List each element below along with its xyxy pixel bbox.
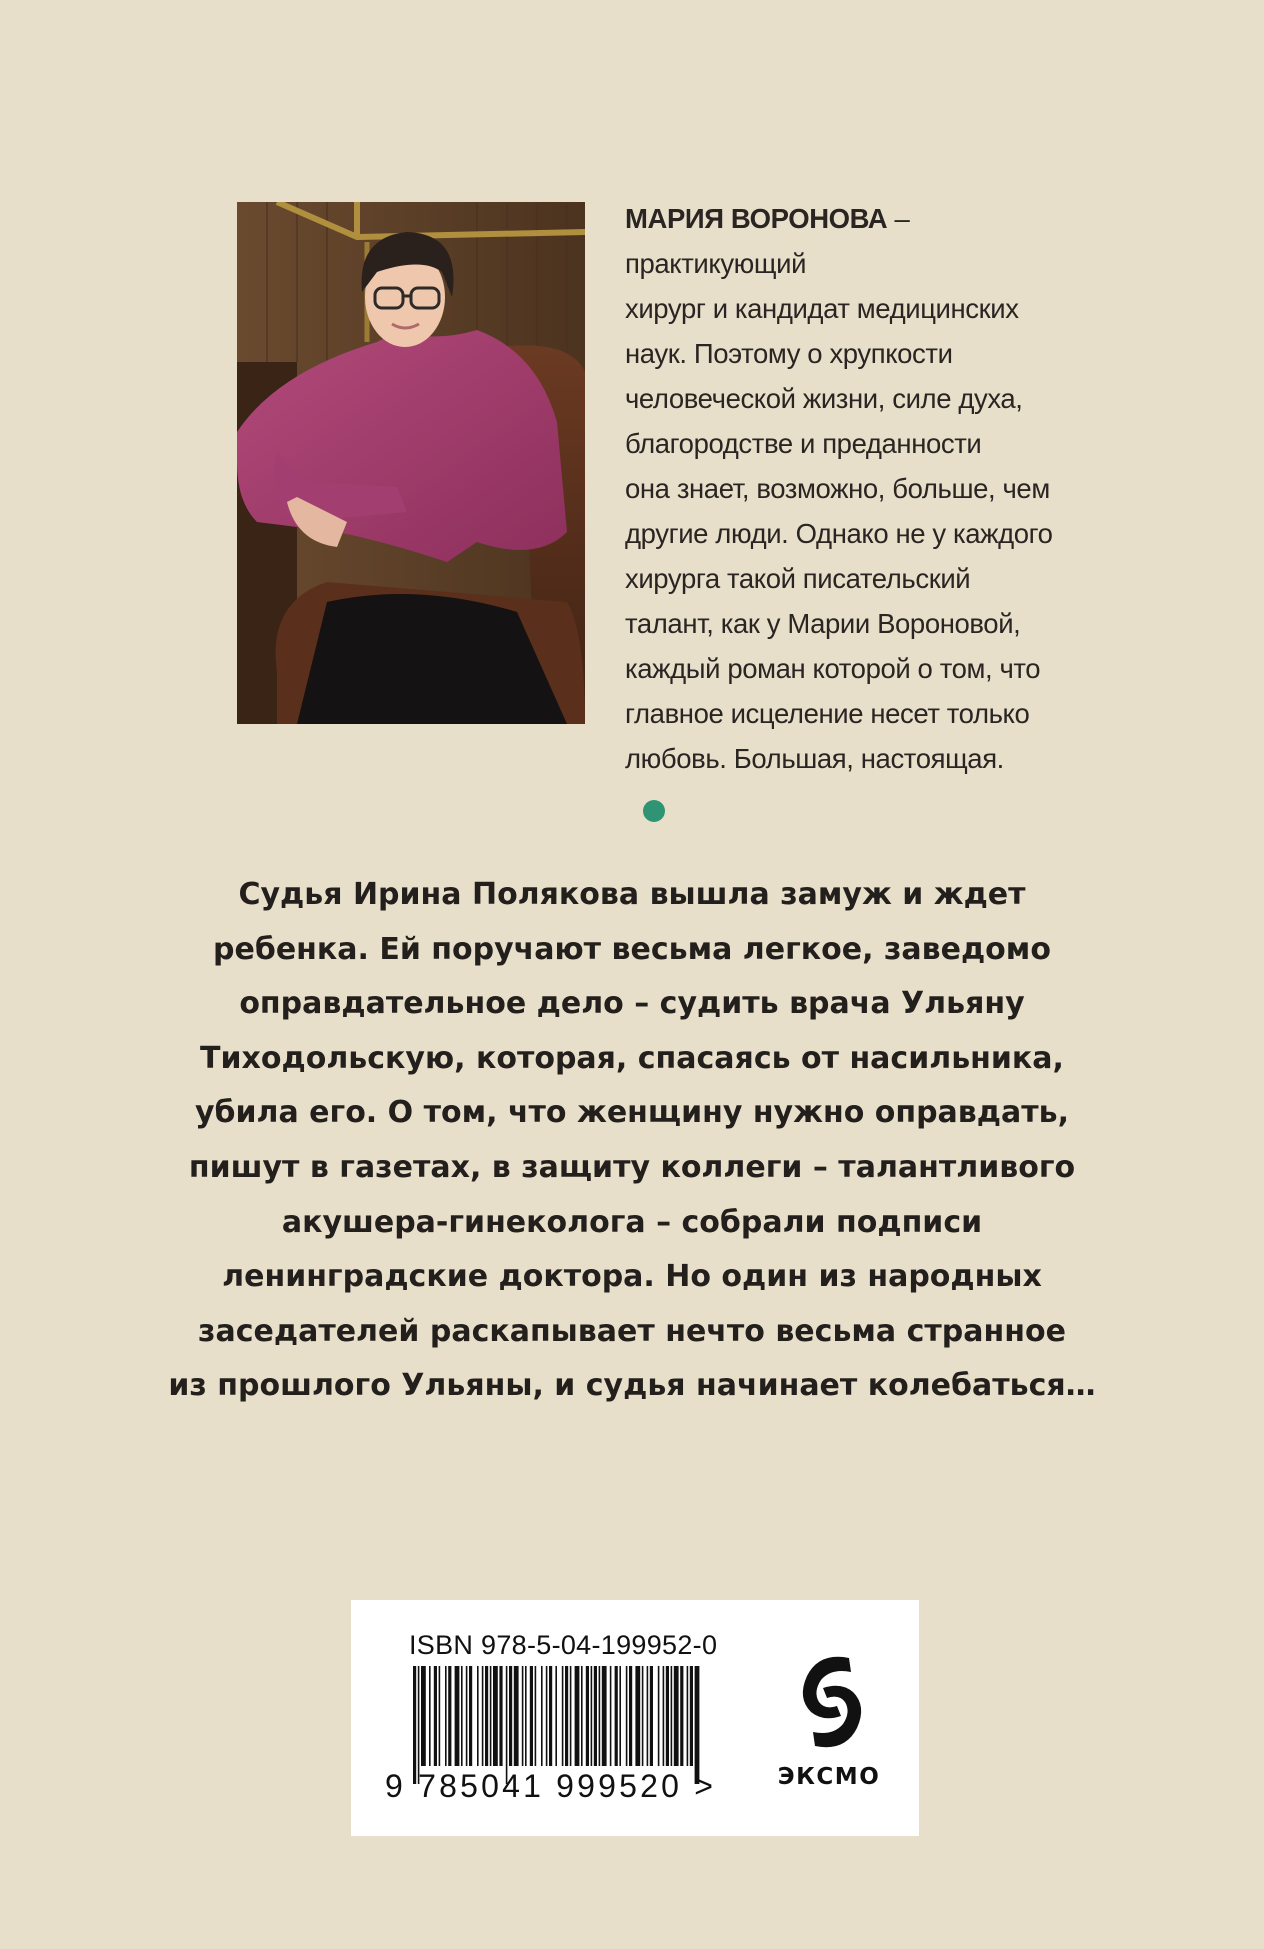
author-portrait-image bbox=[237, 202, 585, 724]
barcode-panel bbox=[351, 1600, 919, 1836]
annotation-line: из прошлого Ульяны, и судья начинает колебаться… bbox=[168, 1368, 1096, 1404]
author-photo bbox=[237, 202, 585, 724]
annotation-line: Тиходольскую, которая, спасаясь от насильника, bbox=[200, 1040, 1064, 1076]
bio-line: – практикующий bbox=[625, 203, 910, 279]
bio-line: каждый роман которой о том, что bbox=[625, 653, 1041, 684]
bio-line: главное исцеление несет только bbox=[625, 698, 1030, 729]
annotation-line: акушера-гинеколога – собрали подписи bbox=[281, 1204, 983, 1240]
accent-dot bbox=[643, 800, 665, 822]
author-name: МАРИЯ ВОРОНОВА bbox=[625, 203, 888, 234]
isbn-number: ISBN 978-5-04-199952-0 bbox=[409, 1630, 718, 1660]
annotation-line: оправдательное дело – судить врача Ульяну bbox=[239, 986, 1025, 1022]
annotation-line: ребенка. Ей поручают весьма легкое, заведомо bbox=[213, 931, 1051, 967]
annotation-line: ленинградские доктора. Но один из народных bbox=[222, 1259, 1042, 1295]
annotation-line: заседателей раскапывает нечто весьма странное bbox=[198, 1313, 1066, 1349]
bio-line: хирург и кандидат медицинских bbox=[625, 293, 1019, 324]
bio-line: хирурга такой писательский bbox=[625, 563, 971, 594]
bio-line: наук. Поэтому о хрупкости bbox=[625, 338, 953, 369]
bio-line: любовь. Большая, настоящая. bbox=[625, 743, 1004, 774]
publisher-name: ЭКСМО bbox=[777, 1764, 881, 1790]
book-annotation bbox=[150, 868, 1114, 1414]
barcode-icon bbox=[413, 1666, 703, 1784]
annotation-line: убила его. О том, что женщину нужно оправдать, bbox=[194, 1095, 1070, 1131]
bio-line: талант, как у Марии Вороновой, bbox=[625, 608, 1021, 639]
bio-line: человеческой жизни, силе духа, bbox=[625, 383, 1023, 414]
ean-digits: 9 785041 999520 > bbox=[385, 1768, 717, 1804]
bio-line: другие люди. Однако не у каждого bbox=[625, 518, 1053, 549]
bio-line: она знает, возможно, больше, чем bbox=[625, 473, 1050, 504]
eksmo-logo-icon bbox=[797, 1650, 867, 1754]
annotation-line: Судья Ирина Полякова вышла замуж и ждет bbox=[238, 877, 1026, 912]
bio-line: благородстве и преданности bbox=[625, 428, 982, 459]
author-bio bbox=[625, 196, 1055, 781]
annotation-line: пишут в газетах, в защиту коллеги – талантливого bbox=[188, 1149, 1076, 1185]
